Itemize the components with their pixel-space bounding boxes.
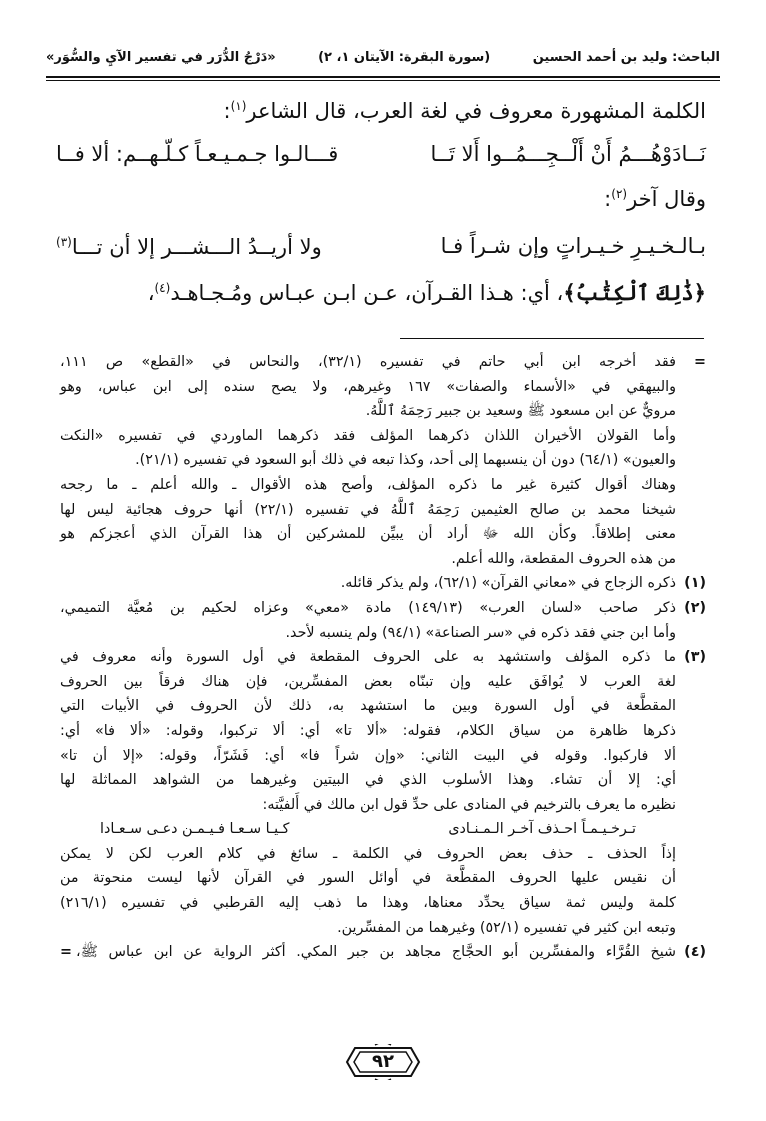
alfiyya-verse [60,817,676,842]
footnote-4: (٤) شيخ القُرَّاء والمفسِّرين أبو الحجَّاج مجاهد بن جبر المكي. أكثر الرواية عن ابن عباس ﷺ، = [60,940,706,965]
footnote-3: (٣) ما ذكره المؤلف واستشهد به على الحروف المقطعة في أول السورة وأنه معروف في لغة العرب لا يُوافَق عليه وإن تبنّاه بعض المفسِّرين، فإن هناك فرقاً بين الحروف المقطَّعة في أول السورة وبين ما استشهد به، ذلك لأن الحروف في الأبيات التي ذكرها ظاهرة من سياق الكلام، فقوله: «ألا تا» أي: ألا تركبوا، وقوله: «ألا فا» أي: ألا فاركبوا. وقوله في البيت الثاني: «وإن شراً فا» أي: فَشَرّاً، وقوله: «إلا أن تا» أي: إلا أن تشاء. وهذا الأسلوب الذي في البيتين وغيرهما من الشواهد المماثلة لها نظيره ما يعرف بالترخيم في المنادى على حدِّ قول ابن مالك في أَلفيَّته: تـرخـيـمـاً احـذف آخـر الـمـنـادى كـيـا سـعـا فـيـمـن دعـى سـعـادا إذاً الحذف ـ حذف بعض الحروف في الكلمة ـ سائغ في كلام العرب لكن لا يمكن أن نقيس عليها الحروف المقطَّعة في أوائل السور في القرآن لأنها ليست منحوتة من كلمة وليس ثمة سياق يحدِّد معناها، وهذا ما ذهب إليه القرطبي في تفسيره (٢١٦/١) وتبعه ابن كثير في تفسيره (٥٢/١) وغيرهما من المفسِّرين. [60,645,706,940]
footnote-ref-2[interactable]: (٢) [611,187,628,201]
footnote-4-marker: (٤) [684,944,706,961]
footnotes [60,350,706,965]
header-author: الباحث: وليد بن أحمد الحسين [532,49,720,65]
footnote-3-marker: (٣) [684,649,706,666]
poem-verse-2 [56,236,706,258]
footnote-ref-3[interactable]: (٣) [56,235,72,249]
continuation-marker: = [694,354,706,370]
footnote-2: (٢) ذكر صاحب «لسان العرب» (١٤٩/١٣) مادة «معي» وعزاه لحكيم بن مُعيَّة التميمي، وأما ابن جني فقد ذكره في «سر الصناعة» (٩٤/١) ولم ينسبه لأحد. [60,596,706,645]
alfiyya-second-hemistich: كـيـا سـعـا فـيـمـن دعـى سـعـادا [100,821,290,838]
header-book-title: «دَرْجُ الدُّرَر في تفسير الآيِ والسُّوَر» [46,49,276,65]
main-intro-line: الكلمة المشهورة معروف في لغة العرب، قال الشاعر$^{(١)}$: [223,99,706,123]
footnote-1-marker: (١) [684,575,706,592]
poem-verse-1 [56,144,706,165]
verse-1-first-hemistich: نَــادَوْهُـــمُ أَنْ أَلْــجِـــمُــوا أَلا تَــا [430,142,706,166]
alfiyya-first-hemistich: تـرخـيـمـاً احـذف آخـر الـمـنـادى [448,821,636,838]
page-number-ornament [345,1044,421,1080]
page-number: ٩٢ [372,1051,394,1072]
continued-marker: = [60,944,72,961]
footnote-ref-4[interactable]: (٤) [154,281,171,295]
quran-explanation-line: ﴿ذَٰلِكَ ٱلْكِتَٰبُ﴾، أي: هـذا القـرآن، عـن ابـن عبـاس ومُـجـاهـد$^{(٤)}$، [147,280,706,305]
quran-phrase: ﴿ذَٰلِكَ ٱلْكِتَٰبُ﴾ [563,280,706,305]
footnote-2-marker: (٢) [684,599,706,616]
verse-2-second-hemistich: ولا أريــدُ الـــشـــر إلا أن تـــا$^{(٣)}$ [56,235,322,259]
running-header [46,40,720,74]
header-sura: (سورة البقرة: الآيتان ١، ٢) [318,49,491,65]
another-poet-line: وقال آخر$^{(٢)}$: [604,187,706,211]
header-rule-thin [46,80,720,81]
header-rule [46,76,720,78]
footnote-1: (١) ذكره الزجاج في «معاني القرآن» (٦٢/١)، ولم يذكر قائله. [60,571,706,596]
verse-2-first-hemistich: بـالـخـيـرِ خـيـراتٍ وإن شـراً فـا [440,234,706,258]
footnote-ref-1[interactable]: (١) [230,99,247,113]
verse-1-second-hemistich: قـــالـوا جـمـيـعـاً كـلّـهــم: ألا فــا [56,142,339,166]
footnote-separator [400,338,704,339]
footnote-continuation: = فقد أخرجه ابن أبي حاتم في تفسيره (٣٢/١)، والنحاس في «القطع» ص ١١١، والبيهقي في «الأسماء والصفات» ١٦٧ وغيرهم، ولا يصح سنده إلى ابن عباس، وهو مرويٌّ عن ابن مسعود ﷺ وسعيد بن جبير رَحِمَهُ ٱللَّهُ. وأما القولان الأخيران اللذان ذكرهما المؤلف فقد ذكرهما الماوردي في تفسيره «النكت والعيون» (٦٤/١) دون أن ينسبهما إلى أحد، وكذا تبعه في ذلك أبو السعود في تفسيره (٢١/١). وهناك أقوال كثيرة غير ما ذكره المؤلف، وأصح هذه الأقوال ـ والله أعلم ـ ما رجحه شيخنا محمد بن صالح العثيمين رَحِمَهُ ٱللَّهُ في تفسيره (٢٢/١) أنها حروف هجائية ليس لها معنى إطلاقاً. وكأن الله ﷻ أراد أن يبيِّن للمشركين أن هذا القرآن الذي أعجزكم هو من هذه الحروف المقطعة، والله أعلم. [60,350,706,571]
